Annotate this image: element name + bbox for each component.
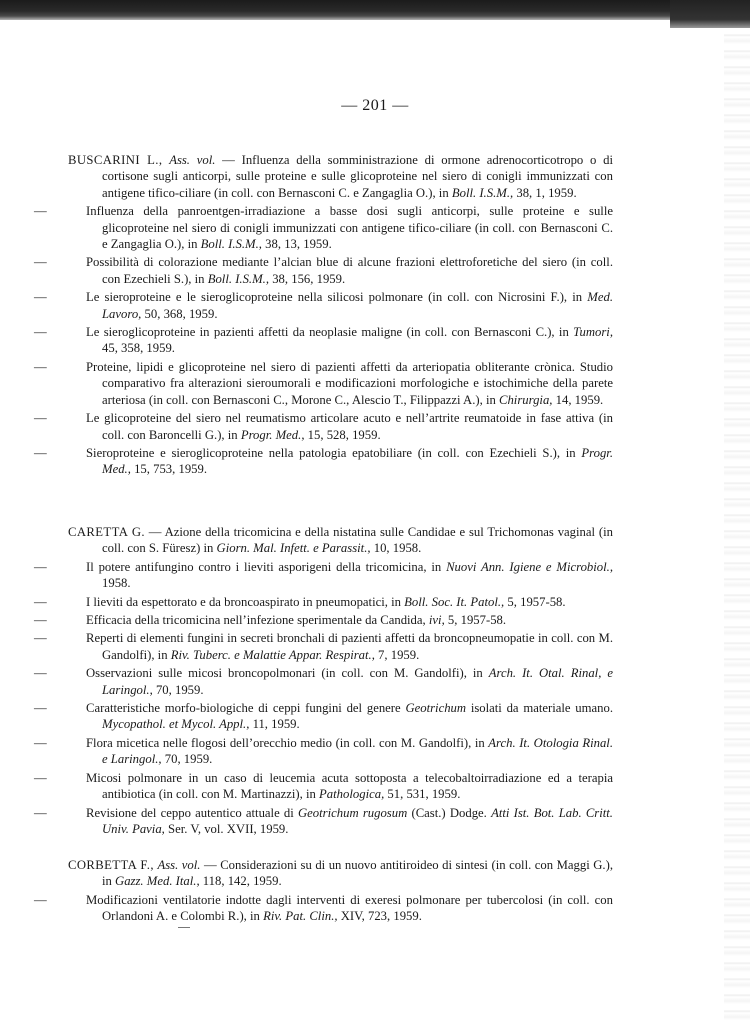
author-name: CORBETTA F., [68,858,154,872]
entry-text: Possibilità di colorazione mediante l’alcian blue di alcune frazioni elettroforetiche del siero (in coll. con Ezechieli S.), in [86,255,613,286]
entry-citation: 11, 1959. [249,717,300,732]
scan-top-border [0,0,750,20]
journal-title: Riv. Tuberc. e Malattie Appar. Respirat., [170,647,375,662]
bibliography-section-buscarini [34,152,613,480]
bibliography-entry: — I lieviti da espettorato e da broncoaspirato in pneumopatici, in Boll. Soc. It. Patol., 5, 1957-58. [34,594,566,609]
bibliography-section-caretta [34,524,613,839]
journal-title: Boll. I.S.M., [207,271,270,286]
entry-citation: 70, 1959. [161,752,213,767]
journal-title: Boll. I.S.M., [451,185,514,200]
journal-title: Giorn. Mal. Infett. e Parassit., [216,541,371,556]
author-name: BUSCARINI L., [68,153,163,167]
bibliography-entry: — Il potere antifungino contro i lieviti asporigeni della tricomicina, in Nuovi Ann. Igiene e Microbiol., 1958. [34,559,613,591]
journal-title: Nuovi Ann. Igiene e Microbiol., [446,559,613,574]
bibliography-entry: — Modificazioni ventilatorie indotte dagli interventi di exeresi polmonare per tubercolosi (in coll. con Orlandoni A. e Colombi R.), in Riv. Pat. Clin., XIV, 723, 1959. [34,892,613,924]
entry-text: Influenza della panroentgen-irradiazione a basse dosi sugli anticorpi, sulle proteine e sulle glicoproteine nel siero di conigli immunizzati con antigene tifico-ciliare (in coll. con Bernasconi C. e Zangaglia O.), in [86,204,613,252]
journal-title: Boll. Soc. It. Patol., [404,594,505,609]
entry-citation: XIV, 723, 1959. [337,909,422,924]
bibliography-entry: — Osservazioni sulle micosi broncopolmonari (in coll. con M. Gandolfi), in Arch. It. Otal. Rinal, e Laringol., 70, 1959. [34,666,613,697]
entry-text: Azione della tricomicina e della nistatina sulle Candidae e sul Trichomonas vaginal (in coll. con S. Füresz) in [102,525,613,556]
entry-citation: 5, 1957-58. [504,594,566,609]
entry-citation: 15, 753, 1959. [130,462,208,477]
entry-citation: 118, 142, 1959. [199,874,282,889]
journal-title: Mycopathol. et Mycol. Appl., [102,717,250,732]
entry-text: Le glicoproteine del siero nel reumatismo articolare acuto e nell’artrite reumatoide in fase attiva (in coll. con Baroncelli G.), in [86,411,613,442]
entry-text: Flora micetica nelle flogosi dell’orecchio medio (in coll. con M. Gandolfi), in [86,735,489,750]
entry-citation: 38, 1, 1959. [513,185,577,200]
entry-text: Influenza della somministrazione di ormone adrenocorticotropo o di cortisone sugli anticorpi, sulle proteine e sulle glicoproteine nel siero di conigli immunizzati con antigene tifico-ciliare (in coll. con Bernasconi C. e Zangaglia O.), in [102,153,613,200]
journal-title: Riv. Pat. Clin., [263,909,338,924]
entry-text: Reperti di elementi fungini in secreti bronchali di pazienti affetti da broncopneumopatie in coll. con M. Gandolfi), in [86,631,613,662]
entry-citation: (Cast.) Dodge. [407,805,492,820]
journal-title: Progr. Med., [240,427,305,442]
journal-title: Geotrichum rugosum [298,805,408,820]
entry-citation: 45, 358, 1959. [102,341,175,356]
entry-text: Il potere antifungino contro i lieviti asporigeni della tricomicina, in [86,559,447,574]
bibliography-entry: — Reperti di elementi fungini in secreti bronchali di pazienti affetti da broncopneumopatie in coll. con M. Gandolfi), in Riv. Tuberc. e Malattie Appar. Respirat., 7, 1959. [34,631,613,662]
author-name: CARETTA G. [68,525,145,539]
journal-title: Med. Lavoro, [102,290,613,321]
entry-text: Efficacia della tricomicina nell’infezione sperimentale da Candida, [86,613,429,628]
journal-title: Arch. It. Otal. Rinal, e Laringol., [102,666,613,697]
entry-citation: Ser. V, vol. XVII, 1959. [164,821,289,836]
entry-text: Le sieroproteine e le sieroglicoproteine nella silicosi polmonare (in coll. con Nicrosini F.), in [86,290,588,305]
journal-title: Geotrichum [405,701,467,716]
entry-citation: 50, 368, 1959. [141,306,218,321]
bibliography-entry: — Flora micetica nelle flogosi dell’orecchio medio (in coll. con M. Gandolfi), in Arch. It. Otologia Rinal. e Laringol., 70, 1959. [34,735,613,767]
bibliography-section-corbetta [34,857,613,927]
entry-text: Osservazioni sulle micosi broncopolmonari (in coll. con M. Gandolfi), in [86,666,489,681]
journal-title: Gazz. Med. Ital., [115,874,200,889]
entry-citation: 5, 1957-58. [444,613,507,628]
bibliography-entry: — Proteine, lipidi e glicoproteine nel siero di pazienti affetti da arteriopatia obliterante crònica. Studio comparativo fra alterazioni sieroumorali e modificazioni morfologiche e istochimiche della parete arteriosa (in coll. con Bernasconi C., Morone C., Alescio T., Filippazzi A.), in Chirurgia, 14, 1959. [34,359,613,407]
bibliography-entry: — Revisione del ceppo autentico attuale di Geotrichum rugosum (Cast.) Dodge. Atti Ist. Bot. Lab. Critt. Univ. Pavia, Ser. V, vol. XVII, 1959. [34,805,613,836]
journal-title: Chirurgia, [499,392,553,407]
entry-citation: 38, 156, 1959. [269,271,346,286]
bibliography-entry: — Efficacia della tricomicina nell’infezione sperimentale da Candida, ivi, 5, 1957-58. [34,613,507,628]
bibliography-entry: BUSCARINI L., Ass. vol. — Influenza della somministrazione di ormone adrenocorticotropo o di cortisone sugli anticorpi, sulle proteine e sulle glicoproteine nel siero di conigli immunizzati con antigene tifico-ciliare (in coll. con Bernasconi C. e Zangaglia O.), in Boll. I.S.M., 38, 1, 1959. [68,153,613,200]
entry-text: Modificazioni ventilatorie indotte dagli interventi di exeresi polmonare per tubercolosi (in coll. con Orlandoni A. e Colombi R.), in [86,892,613,924]
journal-title: Pathologica, [319,787,385,802]
entry-citation: 7, 1959. [374,647,420,662]
entry-citation: 51, 531, 1959. [384,787,461,802]
entry-text: Proteine, lipidi e glicoproteine nel siero di pazienti affetti da arteriopatia obliterante crònica. Studio comparativo fra alterazioni sieroumorali e modificazioni morfologiche e istochimiche della parete arteriosa (in coll. con Bernasconi C., Morone C., Alescio T., Filippazzi A.), in [86,359,613,407]
entry-citation: 14, 1959. [552,392,604,407]
journal-title: Boll. I.S.M., [200,237,262,252]
bibliography-entry: — Micosi polmonare in un caso di leucemia acuta sottoposta a telecobaltoirradiazione ed a terapia antibiotica (in coll. con M. Martinazzi), in Pathologica, 51, 531, 1959. [34,770,613,802]
journal-title: ivi, [428,613,445,628]
bibliography-entry: — Le glicoproteine del siero nel reumatismo articolare acuto e nell’artrite reumatoide in fase attiva (in coll. con Baroncelli G.), in Progr. Med., 15, 528, 1959. [34,411,613,442]
bibliography-entry: — Possibilità di colorazione mediante l’alcian blue di alcune frazioni elettroforetiche del siero (in coll. con Ezechieli S.), in Boll. I.S.M., 38, 156, 1959. [34,255,613,286]
entry-text: Considerazioni su di un nuovo antitiroideo di sintesi (in coll. con Maggi G.), in [102,858,613,889]
entry-text: Le sieroglicoproteine in pazienti affetti da neoplasie maligne (in coll. con Bernasconi C.), in [86,325,574,340]
scan-top-corner [670,0,750,28]
entry-text: Caratteristiche morfo-biologiche di ceppi fungini del genere [86,701,406,716]
author-role: Ass. vol. [157,858,201,872]
entry-citation: 15, 528, 1959. [304,427,381,442]
bibliography-entry: — Sieroproteine e sieroglicoproteine nella patologia epatobiliare (in coll. con Ezechieli S.), in Progr. Med., 15, 753, 1959. [34,445,613,477]
journal-title: Arch. It. Otologia Rinal. e Laringol., [102,735,613,767]
page-number: — 201 — [341,97,409,114]
entry-citation: 1958. [102,576,131,591]
entry-citation: isolati da materiale umano. [466,701,613,716]
entry-text: Micosi polmonare in un caso di leucemia acuta sottoposta a telecobaltoirradiazione ed a terapia antibiotica (in coll. con M. Martinazzi), in [86,770,613,802]
bibliography-entry: CARETTA G. — Azione della tricomicina e della nistatina sulle Candidae e sul Trichomonas vaginal (in coll. con S. Füresz) in Giorn. Mal. Infett. e Parassit., 10, 1958. [68,525,613,556]
bibliography-entry: — Caratteristiche morfo-biologiche di ceppi fungini del genere Geotrichum isolati da materiale umano. Mycopathol. et Mycol. Appl., 11, 1959. [34,701,613,732]
journal-title: Progr. Med., [102,445,613,477]
journal-title: Tumori, [573,325,613,340]
bibliography-entry: — Le sieroproteine e le sieroglicoproteine nella silicosi polmonare (in coll. con Nicrosini F.), in Med. Lavoro, 50, 368, 1959. [34,290,613,321]
entry-text: I lieviti da espettorato e da broncoaspirato in pneumopatici, in [86,594,405,609]
scan-right-edge [724,28,750,1024]
bibliography-entry: — Influenza della panroentgen-irradiazione a basse dosi sugli anticorpi, sulle proteine e sulle glicoproteine nel siero di conigli immunizzati con antigene tifico-ciliare (in coll. con Bernasconi C. e Zangaglia O.), in Boll. I.S.M., 38, 13, 1959. [34,204,613,252]
bibliography-entry: — Le sieroglicoproteine in pazienti affetti da neoplasie maligne (in coll. con Bernasconi C.), in Tumori, 45, 358, 1959. [34,325,613,356]
journal-title: Atti Ist. Bot. Lab. Critt. Univ. Pavia, [102,805,613,836]
stray-mark [178,927,190,928]
entry-citation: 38, 13, 1959. [261,237,332,252]
entry-text: Revisione del ceppo autentico attuale di [86,805,299,820]
entry-text: Sieroproteine e sieroglicoproteine nella patologia epatobiliare (in coll. con Ezechieli S.), in [86,445,582,460]
entry-citation: 10, 1958. [370,541,422,556]
bibliography-entry: CORBETTA F., Ass. vol. — Considerazioni su di un nuovo antitiroideo di sintesi (in coll. con Maggi G.), in Gazz. Med. Ital., 118, 142, 1959. [68,858,613,889]
entry-citation: 70, 1959. [152,682,204,697]
author-role: Ass. vol. [169,153,216,167]
